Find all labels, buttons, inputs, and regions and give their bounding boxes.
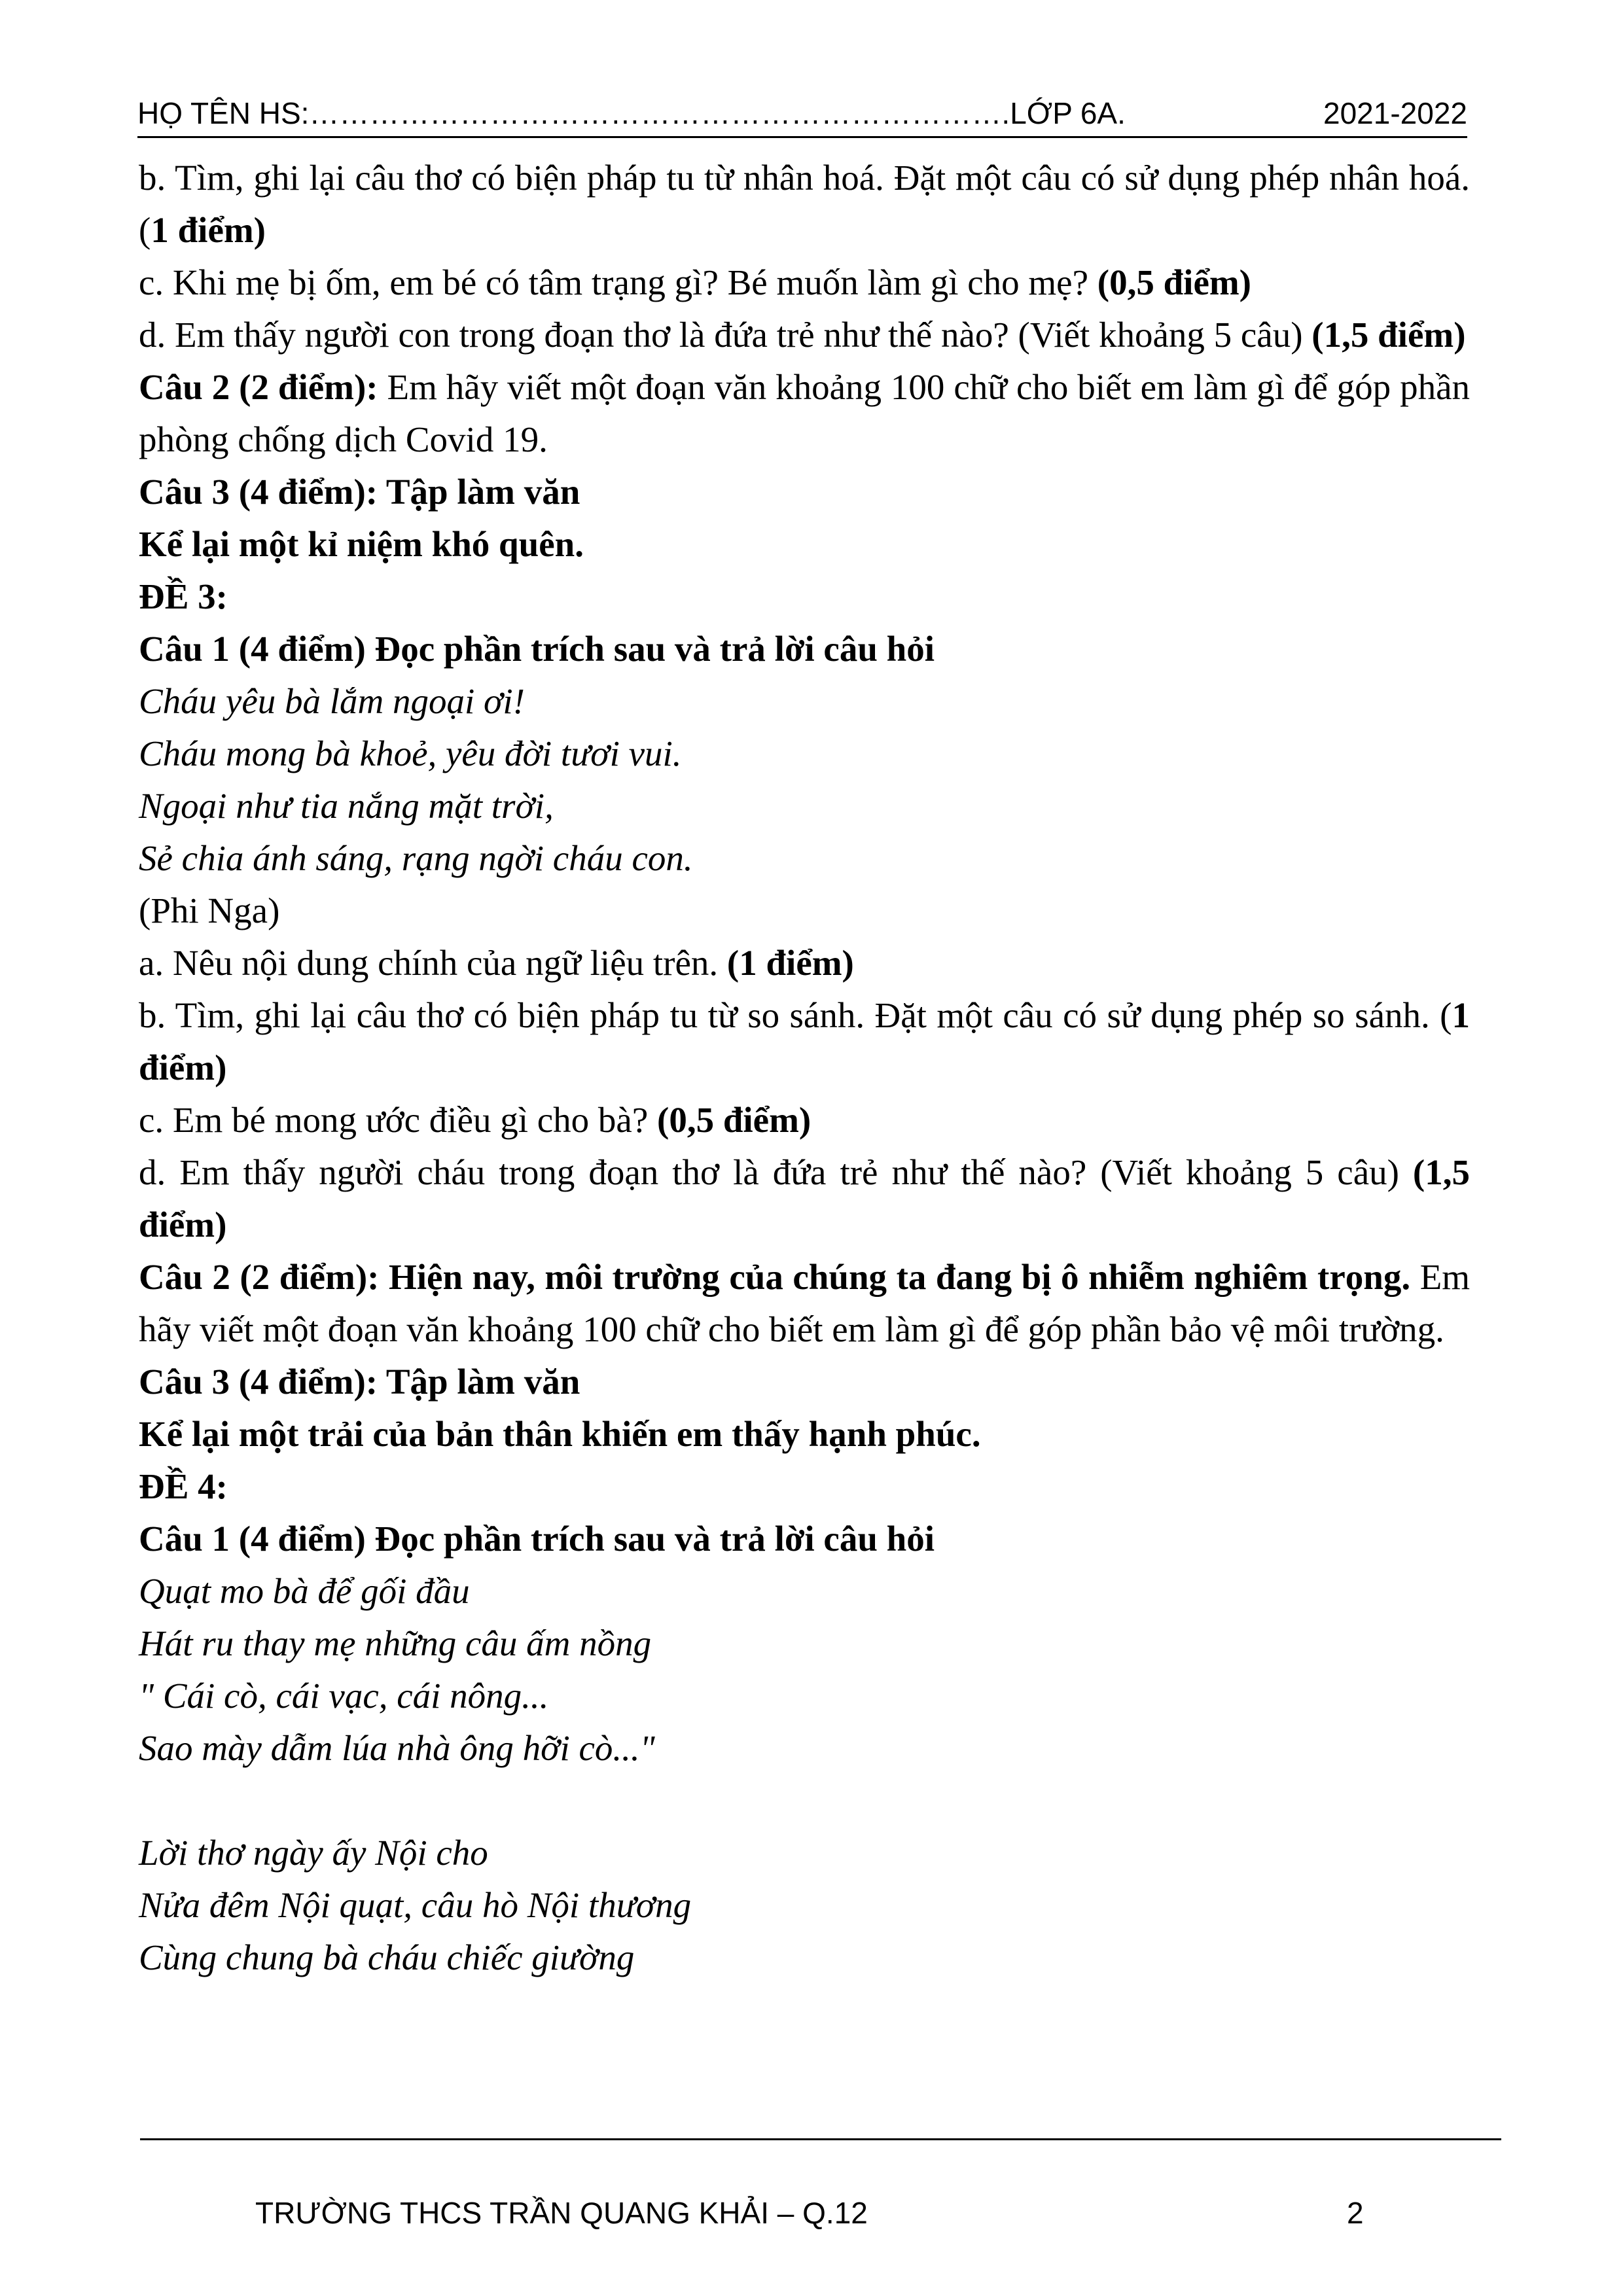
de3-question-d: d. Em thấy người cháu trong đoạn thơ là đứa trẻ như thế nào? (Viết khoảng 5 câu) (1,5 điểm): [139, 1152, 1470, 1245]
page-header: [137, 90, 1467, 138]
de3-poem-line: Cháu yêu bà lắm ngoại ơi!: [139, 681, 525, 721]
cau3-heading: Câu 3 (4 điểm): Tập làm văn: [139, 472, 580, 512]
footer-school-name: TRƯỜNG THCS TRẦN QUANG KHẢI – Q.12: [255, 2196, 868, 2230]
de4-cau1-heading: Câu 1 (4 điểm) Đọc phần trích sau và trả lời câu hỏi: [139, 1519, 935, 1559]
de4-title: ĐỀ 4:: [139, 1466, 228, 1506]
de3-question-b: b. Tìm, ghi lại câu thơ có biện pháp tu từ so sánh. Đặt một câu có sử dụng phép so sánh. (1 điểm): [139, 995, 1470, 1087]
de4-poem-line: " Cái cò, cái vạc, cái nông...: [139, 1676, 549, 1716]
stanza-gap: [139, 1775, 1470, 1827]
de4-poem-line: Cùng chung bà cháu chiếc giường: [139, 1937, 635, 1977]
de3-poem-line: Ngoại như tia nắng mặt trời,: [139, 786, 554, 826]
student-name-class-line: HỌ TÊN HS:…………………………………………………………….LỚP 6A.: [137, 96, 1126, 130]
footer-rule: [140, 2138, 1501, 2140]
de3-question-a: a. Nêu nội dung chính của ngữ liệu trên. (1 điểm): [139, 943, 854, 983]
de3-cau3-heading: Câu 3 (4 điểm): Tập làm văn: [139, 1362, 580, 1402]
document-body: [139, 152, 1470, 1984]
de3-poem-author: (Phi Nga): [139, 891, 280, 930]
de3-title: ĐỀ 3:: [139, 576, 228, 616]
de4-poem-line: Lời thơ ngày ấy Nội cho: [139, 1833, 488, 1873]
cau2-covid: Câu 2 (2 điểm): Em hãy viết một đoạn văn khoảng 100 chữ cho biết em làm gì để góp phần phòng chống dịch Covid 19.: [139, 367, 1470, 459]
de3-cau3-topic: Kể lại một trải của bản thân khiến em thấy hạnh phúc.: [139, 1414, 981, 1454]
question-d-child: d. Em thấy người con trong đoạn thơ là đứa trẻ như thế nào? (Viết khoảng 5 câu) (1,5 điểm): [139, 315, 1466, 355]
question-c-mood: c. Khi mẹ bị ốm, em bé có tâm trạng gì? Bé muốn làm gì cho mẹ? (0,5 điểm): [139, 262, 1251, 302]
school-year: 2021-2022: [1323, 96, 1467, 130]
de3-poem-line: Cháu mong bà khoẻ, yêu đời tươi vui.: [139, 733, 682, 773]
cau3-topic: Kể lại một kỉ niệm khó quên.: [139, 524, 584, 564]
de3-cau1-heading: Câu 1 (4 điểm) Đọc phần trích sau và trả lời câu hỏi: [139, 629, 935, 669]
de4-poem-line: Quạt mo bà để gối đầu: [139, 1571, 470, 1611]
de3-question-c: c. Em bé mong ước điều gì cho bà? (0,5 điểm): [139, 1100, 812, 1140]
de3-poem-line: Sẻ chia ánh sáng, rạng ngời cháu con.: [139, 838, 693, 878]
de4-poem-line: Nửa đêm Nội quạt, câu hò Nội thương: [139, 1885, 692, 1925]
question-b-personification: b. Tìm, ghi lại câu thơ có biện pháp tu từ nhân hoá. Đặt một câu có sử dụng phép nhân hoá. (1 điểm): [139, 158, 1470, 250]
de4-poem-line: Hát ru thay mẹ những câu ấm nồng: [139, 1623, 652, 1663]
de4-poem-line: Sao mày dẫm lúa nhà ông hỡi cò...": [139, 1728, 655, 1768]
de3-cau2: Câu 2 (2 điểm): Hiện nay, môi trường của chúng ta đang bị ô nhiễm nghiêm trọng. Em hãy viết một đoạn văn khoảng 100 chữ cho biết em làm gì để góp phần bảo vệ môi trường.: [139, 1257, 1470, 1349]
page-number: 2: [1347, 2196, 1364, 2230]
